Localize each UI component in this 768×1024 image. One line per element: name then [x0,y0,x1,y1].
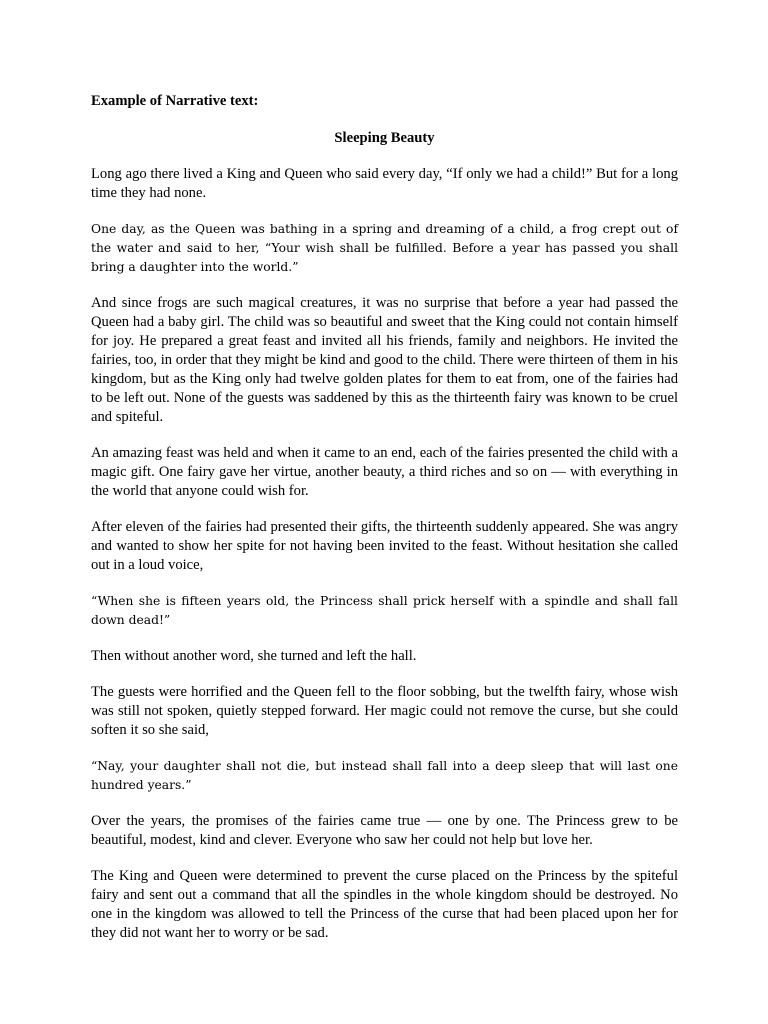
paragraph-11: The King and Queen were determined to prevent the curse placed on the Princess by the spiteful fairy and sent out a command that all the spindles in the whole kingdom should be destroyed. No one in the kingdom was allowed to tell the Princess of the curse that had been placed upon her for they did not want her to worry or be sad. [91,868,678,941]
softened-curse-quote: “Nay, your daughter shall not die, but instead shall fall into a deep sleep that will last one hundred years.” [91,759,678,792]
paragraph-1: Long ago there lived a King and Queen who said every day, “If only we had a child!” But for a long time they had none. [91,166,678,201]
paragraph-4: An amazing feast was held and when it came to an end, each of the fairies presented the child with a magic gift. One fairy gave her virtue, another beauty, a third riches and so on — with everything in the world that anyone could wish for. [91,445,678,499]
paragraph-3: And since frogs are such magical creatures, it was no surprise that before a year had passed the Queen had a baby girl. The child was so beautiful and sweet that the King could not contain himself for joy. He prepared a great feast and invited all his friends, family and neighbors. He invited the fairies, too, in order that they might be kind and good to the child. There were thirteen of them in his kingdom, but as the King only had twelve golden plates for them to eat from, one of the fairies had to be left out. None of the guests was saddened by this as the thirteenth fairy was known to be cruel and spiteful. [91,295,678,425]
curse-quote: “When she is fifteen years old, the Princess shall prick herself with a spindle and shall fall down dead!” [91,594,678,627]
document-heading: Example of Narrative text: [91,93,259,109]
paragraph-7: Then without another word, she turned and left the hall. [91,648,417,664]
paragraph-8: The guests were horrified and the Queen fell to the floor sobbing, but the twelfth fairy, whose wish was still not spoken, quietly stepped forward. Her magic could not remove the curse, but she could soften it so she said, [91,684,678,738]
paragraph-10: Over the years, the promises of the fairies came true — one by one. The Princess grew to be beautiful, modest, kind and clever. Everyone who saw her could not help but love her. [91,813,678,848]
document-page [91,92,678,960]
story-title: Sleeping Beauty [334,130,435,146]
paragraph-2: One day, as the Queen was bathing in a spring and dreaming of a child, a frog crept out of the water and said to her, “Your wish shall be fulfilled. Before a year has passed you shall bring a daughter into the world.” [91,222,678,274]
paragraph-5: After eleven of the fairies had presented their gifts, the thirteenth suddenly appeared. She was angry and wanted to show her spite for not having been invited to the feast. Without hesitation she called out in a loud voice, [91,519,678,573]
